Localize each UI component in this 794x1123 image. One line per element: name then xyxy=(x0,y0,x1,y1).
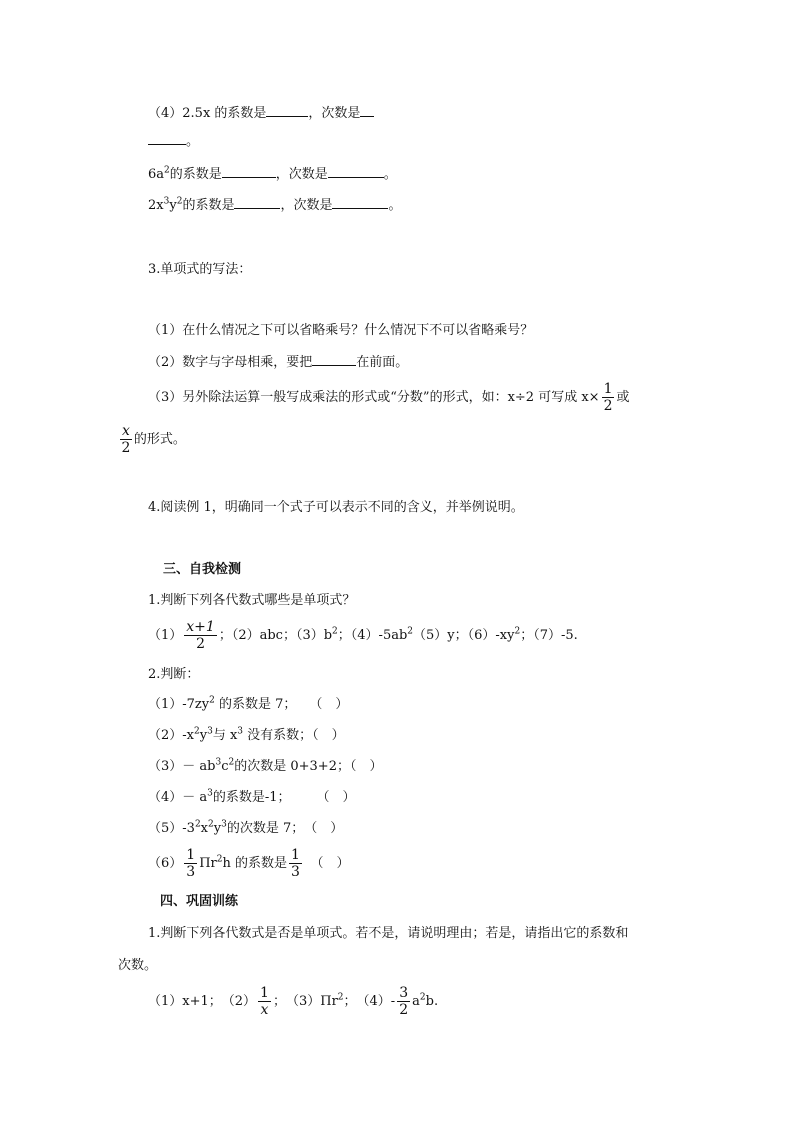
text: （2）-x xyxy=(148,728,194,743)
denominator: 3 xyxy=(186,864,196,880)
text: a xyxy=(412,994,420,1009)
text: ；（2）abc；（3）b xyxy=(218,628,333,643)
text: （5）-3 xyxy=(148,821,195,836)
text: ；（4）-5ab xyxy=(337,628,408,643)
numerator: 1 xyxy=(260,985,269,1001)
text: ，次数是 xyxy=(275,167,328,182)
text: 。 xyxy=(388,198,402,213)
answer-blank xyxy=(312,353,356,366)
section-3-item-2 xyxy=(148,353,408,372)
exponent: 3 xyxy=(221,819,227,830)
section-3-title: 3.单项式的写法： xyxy=(148,262,252,277)
text: （3）另外除法运算一般写成乘法的形式或“分数”的形式，如：x÷2 可写成 x× xyxy=(148,390,600,405)
text: ； （3）Πr xyxy=(272,994,338,1009)
fraction xyxy=(184,619,217,652)
numerator: 1 xyxy=(186,847,196,863)
denominator: 2 xyxy=(196,636,206,652)
numerator: x xyxy=(122,423,130,439)
fraction xyxy=(289,847,302,880)
text: x xyxy=(200,821,209,836)
heading-practice: 四、巩固训练 xyxy=(160,894,239,909)
judge-4 xyxy=(148,789,356,807)
exponent: 3 xyxy=(215,757,222,768)
fraction xyxy=(120,423,132,456)
text: （1） xyxy=(148,628,183,643)
text: （5）y；（6）-xy xyxy=(413,628,515,643)
text: h 的系数是 xyxy=(222,856,288,871)
text: 与 x xyxy=(212,728,238,743)
numerator: 1 xyxy=(291,847,300,863)
answer-blank xyxy=(328,165,384,178)
section-4: 4.阅读例 1，明确同一个式子可以表示不同的含义，并举例说明。 xyxy=(148,500,524,515)
exponent: 2 xyxy=(194,819,201,830)
denominator: x xyxy=(260,1002,269,1018)
text: （1）x+1； （2） xyxy=(148,994,257,1009)
text: 6a xyxy=(148,167,165,182)
text: y xyxy=(213,821,222,836)
practice-q1-cont: 次数。 xyxy=(118,958,158,973)
text: ，次数是 xyxy=(280,198,333,213)
text: （4）－ a xyxy=(148,790,208,805)
exponent: 2 xyxy=(194,726,200,737)
numerator: x+1 xyxy=(186,619,215,635)
denominator: 2 xyxy=(603,398,613,414)
text: ；（7）-5. xyxy=(520,628,578,643)
text: 在前面。 xyxy=(356,355,409,370)
exponent: 2 xyxy=(419,992,426,1003)
exponent: 3 xyxy=(237,726,244,737)
text: 。 xyxy=(186,134,200,149)
text: （1）-7zy xyxy=(148,697,210,712)
self-check-q1: 1.判断下列各代数式哪些是单项式？ xyxy=(148,593,356,608)
judge-2 xyxy=(148,727,345,745)
denominator: 2 xyxy=(399,1002,409,1018)
q-2x3y2 xyxy=(148,196,401,215)
numerator: 3 xyxy=(399,985,409,1001)
fraction xyxy=(258,985,271,1018)
denominator: 3 xyxy=(291,864,300,880)
exponent: 2 xyxy=(332,626,338,637)
text: （2）数字与字母相乘，要把 xyxy=(148,355,313,370)
q-2-5x-cont xyxy=(148,132,199,151)
text: （3）－ ab xyxy=(148,759,216,774)
answer-blank xyxy=(332,196,388,209)
text: ； （4）- xyxy=(343,994,396,1009)
fraction xyxy=(184,847,197,880)
heading-self-check: 三、自我检测 xyxy=(163,562,242,577)
practice-q1: 1.判断下列各代数式是否是单项式。若不是，请说明理由；若是，请指出它的系数和 xyxy=(148,926,629,941)
q-6a2 xyxy=(148,165,397,184)
exponent: 2 xyxy=(216,854,223,865)
exponent: 2 xyxy=(228,757,235,768)
text: 。 xyxy=(383,167,397,182)
text: c xyxy=(221,759,229,774)
text: 的系数是 7； （ ） xyxy=(214,697,349,712)
answer-blank xyxy=(234,196,280,209)
answer-blank xyxy=(360,104,374,117)
text: 的系数是 xyxy=(169,167,222,182)
exponent: 2 xyxy=(176,196,183,207)
answer-blank xyxy=(148,132,186,145)
text: b. xyxy=(425,994,439,1009)
exponent: 2 xyxy=(209,695,215,706)
exponent: 3 xyxy=(163,196,170,207)
exponent: 2 xyxy=(208,819,214,830)
text: 的系数是 xyxy=(182,198,235,213)
text: （4）2.5x 的系数是 xyxy=(148,106,267,121)
exponent: 3 xyxy=(207,788,213,799)
text: 没有系数；（ ） xyxy=(243,728,345,743)
judge-3 xyxy=(148,758,382,776)
section-3-item-1: （1）在什么情况之下可以省略乘号？什么情况下不可以省略乘号？ xyxy=(148,323,534,338)
exponent: 2 xyxy=(164,165,170,176)
text: y xyxy=(169,198,177,213)
text: （ ） xyxy=(303,856,350,871)
judge-1 xyxy=(148,696,348,714)
text: y xyxy=(199,728,208,743)
practice-q1-options xyxy=(148,980,438,1024)
answer-blank xyxy=(266,104,308,117)
text: Πr xyxy=(199,856,217,871)
text: 的次数是 0+3+2；（ ） xyxy=(234,759,383,774)
text: 的系数是-1； （ ） xyxy=(212,790,356,805)
denominator: 2 xyxy=(121,440,131,456)
self-check-q1-options xyxy=(148,616,578,656)
section-3-item-3-cont xyxy=(118,420,186,460)
text: 或 xyxy=(616,390,630,405)
text: ，次数是 xyxy=(308,106,361,121)
text: 2x xyxy=(148,198,164,213)
q-2-5x xyxy=(148,104,374,123)
fraction xyxy=(602,381,615,414)
judge-6 xyxy=(148,844,349,884)
section-3-item-3 xyxy=(148,378,630,418)
text: 的形式。 xyxy=(133,432,186,447)
exponent: 3 xyxy=(207,726,213,737)
exponent: 2 xyxy=(337,992,344,1003)
judge-5 xyxy=(148,820,343,838)
self-check-q2: 2.判断： xyxy=(148,667,200,682)
exponent: 2 xyxy=(514,626,521,637)
numerator: 1 xyxy=(603,381,613,397)
exponent: 2 xyxy=(407,626,414,637)
text: 的次数是 7； （ ） xyxy=(226,821,344,836)
answer-blank xyxy=(222,165,276,178)
fraction xyxy=(397,985,410,1018)
text: （6） xyxy=(148,856,183,871)
